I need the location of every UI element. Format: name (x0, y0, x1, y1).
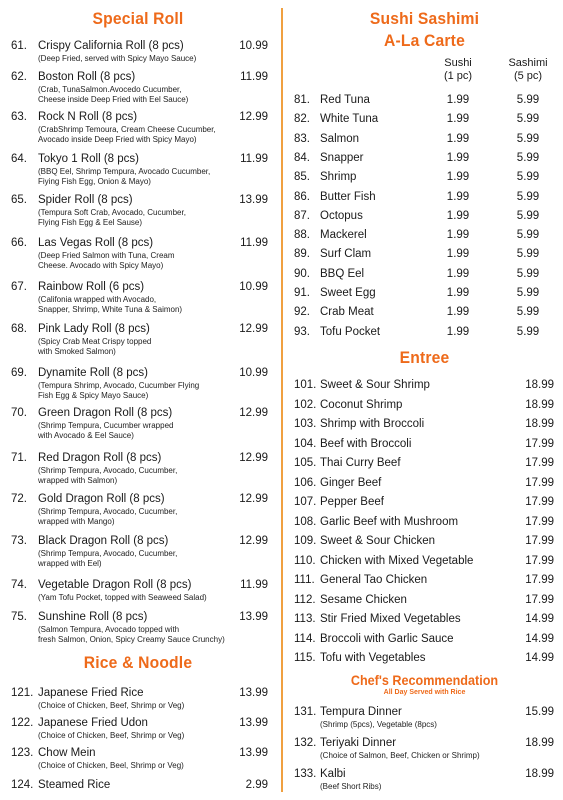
sashimi-price: 5.99 (516, 151, 540, 164)
menu-item-price: 17.99 (525, 593, 554, 606)
menu-item-number: 104. (294, 437, 317, 450)
menu-item-price: 13.99 (239, 687, 268, 699)
menu-item-number: 61. (11, 40, 27, 52)
menu-item-name: Crispy California Roll (8 pcs) (38, 40, 184, 52)
menu-item-price: 11.99 (240, 237, 268, 249)
menu-item-description: with Smoked Salmon) (38, 347, 116, 356)
sushi-price: 1.99 (446, 209, 470, 222)
menu-item-name: Vegetable Dragon Roll (8 pcs) (38, 579, 192, 591)
menu-item-name: Black Dragon Roll (8 pcs) (38, 535, 169, 547)
sushi-price: 1.99 (446, 190, 470, 203)
menu-item-price: 11.99 (240, 71, 268, 83)
section-title-a-la-carte: A-La Carte (384, 31, 465, 50)
menu-item-description: (Crab, TunaSalmon.Avocedo Cucumber, (38, 85, 182, 94)
sashimi-price: 5.99 (516, 306, 540, 319)
sashimi-price: 5.99 (516, 113, 540, 126)
menu-item-number: 121. (11, 687, 34, 699)
menu-item-price: 12.99 (239, 452, 268, 464)
menu-item-number: 66. (11, 237, 27, 249)
sushi-price: 1.99 (446, 171, 470, 184)
menu-item-price: 13.99 (239, 717, 268, 729)
menu-item-description: (Califonia wrapped with Avocado, (38, 295, 157, 304)
menu-item-description: (Choice of Chicken, Beef, Shrimp or Veg) (38, 731, 185, 740)
menu-item-number: 133. (294, 768, 317, 780)
sashimi-price: 5.99 (516, 209, 540, 222)
menu-item-name: Mackerel (320, 229, 367, 242)
menu-item-name: Pink Lady Roll (8 pcs) (38, 323, 150, 335)
menu-item-description: Flying Fish Egg & Eel Sause) (38, 218, 143, 227)
section-title-rice-noodle: Rice & Noodle (83, 653, 193, 672)
menu-item-description: (Choice of Salmon, Beef, Chicken or Shrimp) (320, 751, 480, 760)
menu-item-description: (Yam Tofu Pocket, topped with Seaweed Salad) (38, 593, 207, 602)
menu-item-price: 18.99 (525, 418, 554, 430)
menu-item-name: Sweet & Sour Chicken (320, 535, 436, 547)
sushi-price: 1.99 (446, 94, 470, 106)
sushi-price: 1.99 (446, 151, 470, 164)
menu-item-name: Chow Mein (38, 747, 96, 759)
menu-item-number: 64. (11, 153, 27, 165)
sashimi-price: 5.99 (516, 132, 540, 145)
menu-item-name: BBQ Eel (320, 267, 365, 280)
menu-item-price: 14.99 (525, 613, 554, 625)
menu-item-name: Japanese Fried Rice (38, 687, 144, 699)
menu-item-number: 85. (294, 171, 310, 184)
menu-item-name: Tofu Pocket (320, 325, 381, 338)
menu-item-number: 63. (11, 111, 27, 123)
menu-item-number: 68. (11, 323, 27, 335)
menu-item-description: (Shrimp Tempura, Cucumber wrapped (38, 421, 174, 430)
sashimi-price: 5.99 (516, 248, 540, 261)
section-title-special-roll: Special Roll (92, 9, 184, 28)
sashimi-price: 5.99 (516, 287, 540, 299)
menu-item-price: 12.99 (239, 493, 268, 505)
menu-item-description: (Tempura Shrimp, Avocado, Cucumber Flying (38, 381, 200, 390)
menu-item-price: 10.99 (239, 367, 268, 379)
menu-item-number: 69. (11, 367, 27, 379)
menu-item-price: 12.99 (239, 535, 268, 547)
menu-item-description: wrapped with Salmon) (38, 476, 118, 485)
menu-item-price: 13.99 (239, 611, 268, 623)
menu-item-description: Avocado inside Deep Fried with Spicy Mayo) (38, 135, 197, 144)
menu-item-number: 115. (294, 652, 316, 664)
sushi-price: 1.99 (446, 287, 470, 299)
sashimi-price: 5.99 (516, 325, 540, 338)
menu-item-price: 18.99 (525, 737, 554, 749)
menu-item-number: 122. (11, 717, 34, 729)
menu-item-price: 12.99 (239, 111, 268, 123)
menu-item-number: 93. (294, 325, 310, 338)
menu-item-name: White Tuna (320, 113, 379, 126)
menu-item-number: 107. (294, 496, 317, 508)
menu-item-price: 17.99 (525, 476, 554, 489)
menu-item-description: (Tempura Soft Crab, Avocado, Cucumber, (38, 208, 186, 217)
sushi-price: 1.99 (446, 132, 470, 145)
menu-item-description: Cheese. Avocado with Spicy Mayo) (38, 261, 164, 270)
column-header-sashimi: Sashimi (508, 57, 548, 69)
menu-item-name: General Tao Chicken (320, 574, 428, 586)
menu-item-description: wrapped with Mango) (38, 517, 115, 526)
menu-item-number: 110. (294, 554, 316, 567)
menu-item-number: 109. (294, 535, 317, 547)
menu-item-name: Butter Fish (320, 190, 376, 203)
menu-item-price: 18.99 (525, 768, 554, 780)
menu-item-name: Tempura Dinner (320, 706, 402, 718)
menu-item-number: 62. (11, 71, 27, 83)
menu-item-number: 91. (294, 287, 310, 299)
menu-item-price: 12.99 (239, 323, 268, 335)
sushi-price: 1.99 (446, 325, 470, 338)
menu-item-number: 90. (294, 267, 310, 280)
menu-item-name: Boston Roll (8 pcs) (38, 71, 136, 83)
menu-item-number: 114. (294, 632, 316, 645)
menu-item-number: 102. (294, 398, 317, 411)
menu-item-name: Ginger Beef (320, 476, 382, 489)
sashimi-price: 5.99 (516, 190, 540, 203)
menu-item-name: Surf Clam (320, 248, 372, 261)
menu-item-description: (Choice of Chicken, Beef, Shrimp or Veg) (38, 701, 185, 710)
menu-item-price: 17.99 (525, 496, 554, 508)
menu-item-name: Tokyo 1 Roll (8 pcs) (38, 153, 139, 165)
menu-item-name: Beef with Broccoli (320, 437, 412, 450)
sushi-price: 1.99 (446, 306, 470, 319)
menu-item-number: 103. (294, 418, 317, 430)
menu-item-price: 17.99 (525, 574, 554, 586)
section-subtitle-chefs: All Day Served with Rice (383, 689, 466, 696)
menu-item-name: Red Tuna (320, 94, 370, 106)
menu-item-name: Rock N Roll (8 pcs) (38, 111, 138, 123)
menu-item-name: Octopus (320, 209, 363, 222)
menu-item-number: 105. (294, 457, 317, 469)
menu-item-number: 72. (11, 493, 27, 505)
menu-item-price: 13.99 (239, 194, 268, 206)
menu-item-name: Broccoli with Garlic Sauce (320, 632, 454, 645)
menu-item-number: 124. (11, 779, 34, 791)
menu-item-price: 10.99 (239, 40, 268, 52)
column-header-sashimi: (5 pc) (513, 70, 543, 82)
menu-item-description: Snapper, Shrimp, White Tuna & Saimon) (38, 305, 183, 314)
menu-item-price: 17.99 (525, 535, 554, 547)
menu-item-name: Kalbi (320, 768, 346, 780)
sushi-price: 1.99 (446, 113, 470, 126)
menu-item-name: Tofu with Vegetables (320, 652, 426, 664)
menu-item-description: (Shrimp Tempura, Avocado, Cucumber, (38, 549, 178, 558)
menu-item-price: 18.99 (525, 398, 554, 411)
menu-item-description: fresh Salmon, Onion, Spicy Creamy Sauce Crunchy) (38, 635, 225, 644)
menu-item-number: 74. (11, 579, 27, 591)
menu-item-number: 112. (294, 593, 316, 606)
menu-item-name: Steamed Rice (38, 779, 111, 791)
menu-item-number: 67. (11, 281, 27, 293)
menu-item-description: (Deep Fried Salmon with Tuna, Cream (38, 251, 175, 260)
menu-item-name: Dynamite Roll (8 pcs) (38, 367, 148, 379)
menu-item-price: 17.99 (525, 515, 554, 528)
menu-item-number: 73. (11, 535, 27, 547)
menu-item-number: 87. (294, 209, 310, 222)
menu-item-number: 65. (11, 194, 27, 206)
menu-item-number: 106. (294, 476, 317, 489)
menu-item-description: (Choice of Chicken, Beel, Shrimp or Veg) (38, 761, 184, 770)
menu-item-price: 11.99 (240, 153, 268, 165)
menu-item-price: 17.99 (525, 457, 554, 469)
menu-item-number: 113. (294, 613, 316, 625)
menu-item-number: 84. (294, 151, 310, 164)
menu-item-number: 89. (294, 248, 310, 261)
menu-item-name: Spider Roll (8 pcs) (38, 194, 133, 206)
menu-item-description: wrapped with Eel) (38, 559, 102, 568)
menu-item-description: (CrabShrimp Temoura, Cream Cheese Cucumber, (38, 125, 216, 134)
menu-item-name: Garlic Beef with Mushroom (320, 515, 459, 528)
sushi-price: 1.99 (446, 229, 470, 242)
menu-item-description: (Shrimp Tempura, Avocado, Cucumber, (38, 507, 178, 516)
sushi-price: 1.99 (446, 267, 470, 280)
menu-item-description: Fish Egg & Spicy Mayo Sauce) (38, 391, 149, 400)
sushi-price: 1.99 (446, 248, 470, 261)
menu-item-description: (Deep Fried, served with Spicy Mayo Sauce) (38, 54, 197, 63)
menu-item-number: 81. (294, 94, 310, 106)
column-header-sushi: (1 pc) (443, 70, 473, 82)
section-title-chefs-recommendation: Chef's Recommendation (350, 672, 499, 688)
menu-item-name: Thai Curry Beef (320, 457, 401, 469)
menu-item-price: 12.99 (239, 407, 268, 419)
menu-item-name: Sesame Chicken (320, 593, 407, 606)
menu-item-price: 14.99 (525, 652, 554, 664)
sashimi-price: 5.99 (516, 171, 540, 184)
menu-item-description: (Beef Short Ribs) (320, 782, 382, 791)
menu-item-number: 70. (11, 407, 27, 419)
menu-item-number: 132. (294, 737, 317, 749)
menu-item-number: 111. (294, 574, 315, 586)
menu-item-name: Snapper (320, 151, 364, 164)
menu-item-name: Sweet & Sour Shrimp (320, 379, 430, 391)
menu-item-name: Teriyaki Dinner (320, 737, 397, 749)
menu-item-description: (BBQ Eel, Shrimp Tempura, Avocado Cucumber, (38, 167, 211, 176)
menu-item-price: 15.99 (525, 706, 554, 718)
menu-item-price: 11.99 (240, 579, 268, 591)
menu-item-description: Fiying Fish Egg, Onion & Mayo) (38, 177, 151, 186)
menu-item-price: 2.99 (245, 779, 268, 791)
menu-item-name: Shrimp (320, 171, 357, 184)
menu-item-name: Crab Meat (320, 306, 374, 319)
menu-item-name: Sunshine Roll (8 pcs) (38, 611, 148, 623)
menu-item-description: (Shrimp (5pcs), Vegetable (8pcs) (320, 720, 437, 729)
sashimi-price: 5.99 (516, 229, 540, 242)
menu-item-number: 92. (294, 306, 310, 319)
menu-item-name: Gold Dragon Roll (8 pcs) (38, 493, 165, 505)
menu-item-name: Sweet Egg (320, 287, 376, 299)
menu-item-number: 71. (11, 452, 27, 464)
menu-item-number: 82. (294, 113, 310, 126)
menu-item-number: 101. (294, 379, 317, 391)
menu-item-name: Salmon (320, 132, 359, 145)
menu-item-price: 18.99 (525, 379, 554, 391)
menu-item-number: 88. (294, 229, 310, 242)
menu-item-description: (Spicy Crab Meat Crispy topped (38, 337, 152, 346)
menu-item-name: Green Dragon Roll (8 pcs) (38, 407, 173, 419)
menu-item-description: Cheese inside Deep Fried with Eel Sauce) (38, 95, 189, 104)
menu-item-price: 10.99 (239, 281, 268, 293)
menu-item-number: 131. (294, 706, 317, 718)
menu-item-description: (Salmon Tempura, Avocado topped with (38, 625, 180, 634)
menu-item-price: 17.99 (525, 554, 554, 567)
sashimi-price: 5.99 (516, 94, 540, 106)
menu-item-price: 14.99 (525, 632, 554, 645)
menu-item-description: with Avocado & Eel Sauce) (38, 431, 134, 440)
menu-item-name: Coconut Shrimp (320, 398, 403, 411)
menu-item-name: Chicken with Mixed Vegetable (320, 554, 474, 567)
menu-item-number: 86. (294, 190, 310, 203)
section-title-entree: Entree (399, 348, 450, 367)
menu-item-name: Red Dragon Roll (8 pcs) (38, 452, 162, 464)
menu-item-number: 123. (11, 747, 34, 759)
menu-item-number: 108. (294, 515, 317, 528)
menu-item-name: Rainbow Roll (6 pcs) (38, 281, 145, 293)
menu-item-price: 17.99 (525, 437, 554, 450)
menu-item-name: Pepper Beef (320, 496, 384, 508)
menu-item-name: Stir Fried Mixed Vegetables (320, 613, 461, 625)
menu-item-description: (Shrimp Tempura, Avocado, Cucumber, (38, 466, 178, 475)
column-divider (281, 8, 283, 792)
menu-item-name: Japanese Fried Udon (38, 717, 148, 729)
sashimi-price: 5.99 (516, 267, 540, 280)
menu-item-name: Las Vegas Roll (8 pcs) (38, 237, 154, 249)
menu-item-name: Shrimp with Broccoli (320, 418, 425, 430)
menu-item-price: 13.99 (239, 747, 268, 759)
menu-item-number: 75. (11, 611, 27, 623)
column-header-sushi: Sushi (444, 57, 472, 69)
section-title-sushi-sashimi: Sushi Sashimi (369, 9, 480, 28)
menu-item-number: 83. (294, 132, 310, 145)
